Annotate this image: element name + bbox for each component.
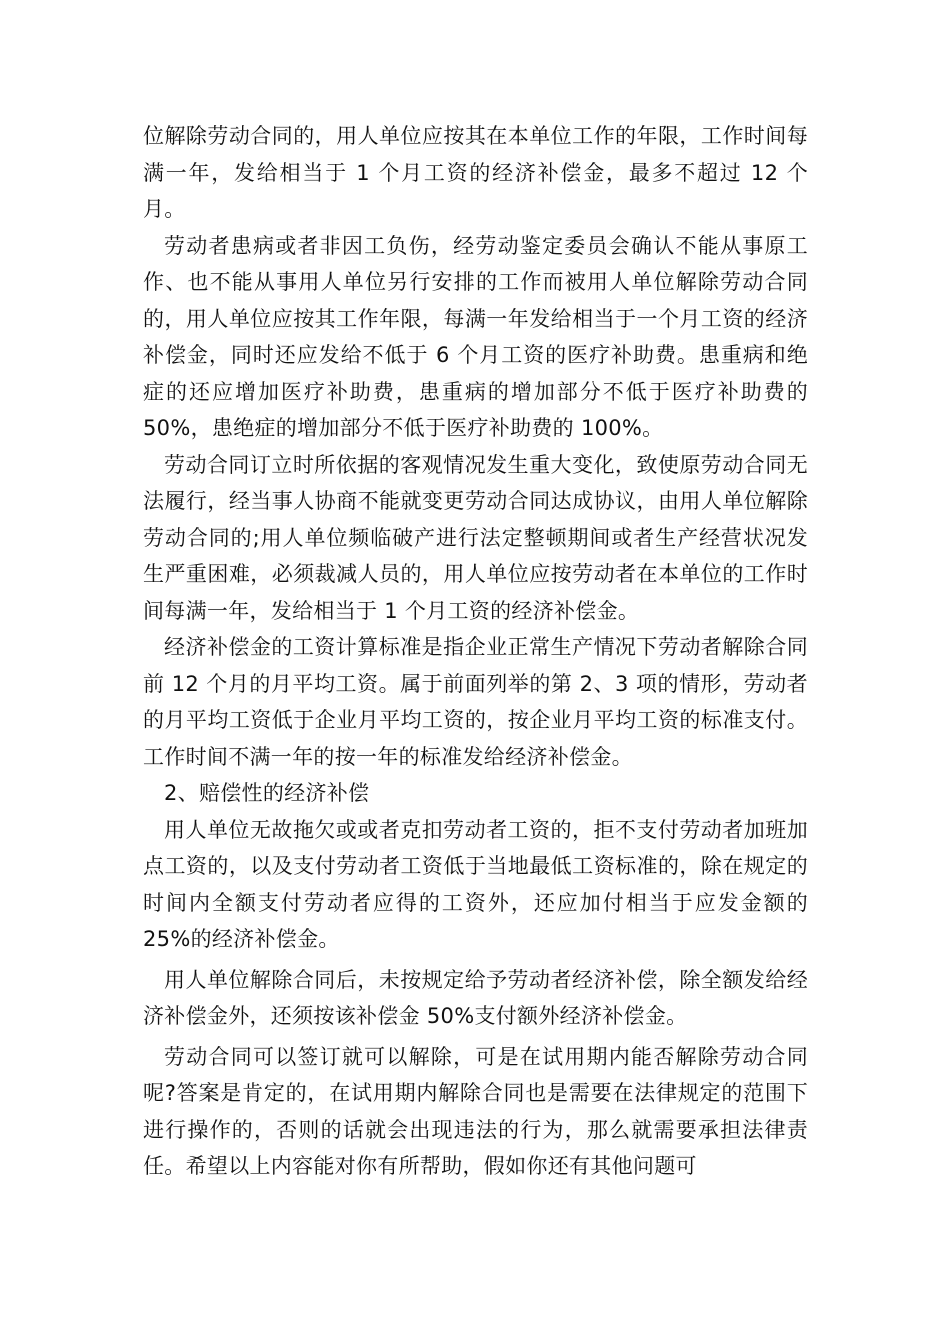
- paragraph-severance-by-tenure: 位解除劳动合同的，用人单位应按其在本单位工作的年限，工作时间每满一年，发给相当于 1 个月工资的经济补偿金，最多不超过 12 个月。: [143, 124, 808, 221]
- paragraph-probation-termination: 劳动合同可以签订就可以解除，可是在试用期内能否解除劳动合同呢?答案是肯定的，在试用期内解除合同也是需要在法律规定的范围下进行操作的，否则的话就会出现违法的行为，那么就需要承担法律责任。希望以上内容能对你有所帮助，假如你还有其他问题可: [143, 1044, 808, 1178]
- paragraph-major-change-layoff: 劳动合同订立时所依据的客观情况发生重大变化，致使原劳动合同无法履行，经当事人协商不能就变更劳动合同达成协议，由用人单位解除劳动合同的;用人单位频临破产进行法定整顿期间或者生产经营状况发生严重困难，必须裁减人员的，用人单位应按劳动者在本单位的工作时间每满一年，发给相当于 1 个月工资的经济补偿金。: [143, 452, 808, 623]
- paragraph-wage-calculation-standard: 经济补偿金的工资计算标准是指企业正常生产情况下劳动者解除合同前 12 个月的月平均工资。属于前面列举的第 2、3 项的情形，劳动者的月平均工资低于企业月平均工资的，按企业月平均工资的标准支付。工作时间不满一年的按一年的标准发给经济补偿金。: [143, 635, 808, 769]
- paragraph-unpaid-compensation: 用人单位解除合同后，未按规定给予劳动者经济补偿，除全额发给经济补偿金外，还须按该补偿金 50%支付额外经济补偿金。: [143, 967, 808, 1028]
- section-heading-compensatory: 2、赔偿性的经济补偿: [164, 781, 370, 805]
- paragraph-wage-arrears: 用人单位无故拖欠或或者克扣劳动者工资的，拒不支付劳动者加班加点工资的，以及支付劳动者工资低于当地最低工资标准的，除在规定的时间内全额支付劳动者应得的工资外，还应加付相当于应发金额的 25%的经济补偿金。: [143, 817, 808, 951]
- document-body: [143, 118, 808, 1185]
- paragraph-illness-injury: 劳动者患病或者非因工负伤，经劳动鉴定委员会确认不能从事原工作、也不能从事用人单位另行安排的工作而被用人单位解除劳动合同的，用人单位应按其工作年限，每满一年发给相当于一个月工资的经济补偿金，同时还应发给不低于 6 个月工资的医疗补助费。患重病和绝症的还应增加医疗补助费，患重病的增加部分不低于医疗补助费的 50%，患绝症的增加部分不低于医疗补助费的 100%。: [143, 233, 808, 440]
